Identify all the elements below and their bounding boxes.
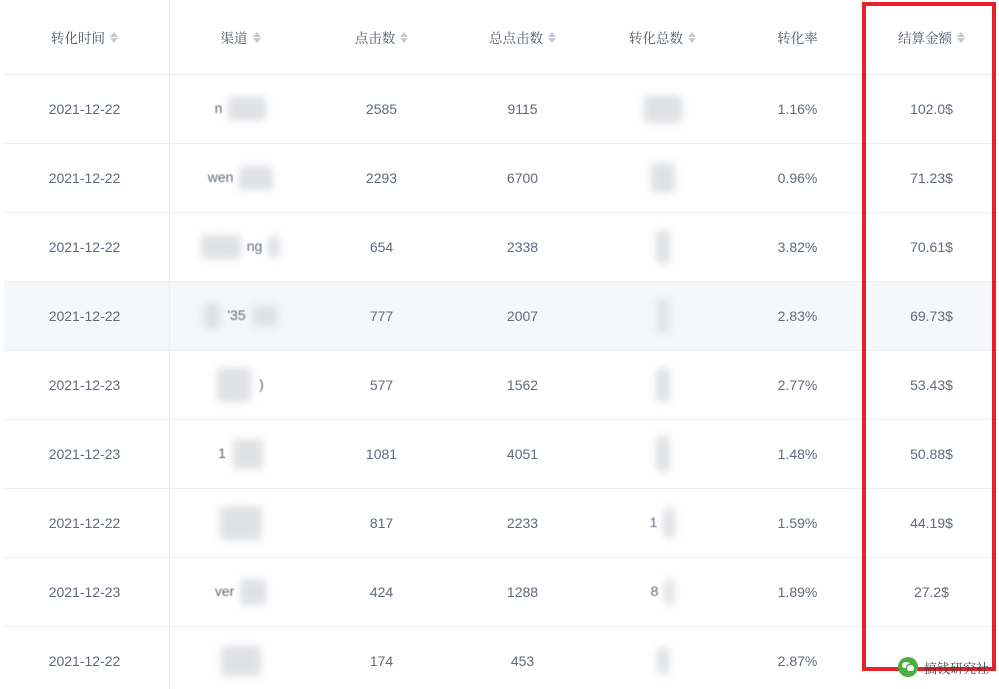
cell-conversions xyxy=(593,489,732,558)
column-header-conversion-rate-label: 转化率 xyxy=(777,31,818,46)
redaction-block xyxy=(657,299,669,333)
redaction-block xyxy=(252,305,278,327)
cell-clicks: 424 xyxy=(311,558,452,627)
column-header-clicks-label: 点击数 xyxy=(354,31,396,46)
table-row[interactable] xyxy=(0,144,999,213)
cell-conversions xyxy=(593,282,732,351)
column-header-conversion-rate[interactable] xyxy=(732,0,863,75)
redaction-block xyxy=(663,508,675,538)
redaction-block xyxy=(657,648,669,674)
cell-time: 2021-12-23 xyxy=(0,558,170,627)
table-row[interactable] xyxy=(0,282,999,351)
cell-conversions xyxy=(593,351,732,420)
cell-total-clicks: 9115 xyxy=(452,75,593,144)
cell-settlement-amount: 69.73$ xyxy=(863,282,999,351)
table-body xyxy=(0,75,999,689)
column-header-channel[interactable] xyxy=(170,0,312,75)
cell-time: 2021-12-22 xyxy=(0,144,170,213)
cell-conversion-rate: 1.16% xyxy=(732,75,863,144)
cell-total-clicks: 6700 xyxy=(452,144,593,213)
cell-conversions-text: 8 xyxy=(650,582,659,599)
table-header xyxy=(0,0,999,75)
cell-channel xyxy=(170,420,312,489)
cell-clicks: 777 xyxy=(311,282,452,351)
cell-settlement-amount: 44.19$ xyxy=(863,489,999,558)
cell-total-clicks: 1562 xyxy=(452,351,593,420)
redaction-block xyxy=(217,368,251,402)
cell-settlement-amount: 53.43$ xyxy=(863,351,999,420)
cell-channel xyxy=(170,489,312,558)
cell-conversion-rate: 0.96% xyxy=(732,144,863,213)
cell-channel-text: wen xyxy=(207,168,234,185)
column-header-conversions-label: 转化总数 xyxy=(629,31,683,46)
cell-channel xyxy=(170,144,312,213)
cell-clicks: 577 xyxy=(311,351,452,420)
cell-conversion-rate: 1.59% xyxy=(732,489,863,558)
cell-channel-text: n xyxy=(214,99,223,116)
redaction-block xyxy=(644,95,682,123)
table-row[interactable] xyxy=(0,558,999,627)
cell-conversion-rate: 1.48% xyxy=(732,420,863,489)
cell-time: 2021-12-23 xyxy=(0,420,170,489)
cell-conversion-rate: 2.77% xyxy=(732,351,863,420)
column-header-conversions[interactable] xyxy=(593,0,732,75)
table-header-row xyxy=(0,0,999,75)
cell-total-clicks: 2007 xyxy=(452,282,593,351)
redaction-block xyxy=(221,646,261,676)
redaction-block xyxy=(203,303,221,329)
cell-total-clicks: 2338 xyxy=(452,213,593,282)
cell-channel xyxy=(170,558,312,627)
cell-clicks: 654 xyxy=(311,213,452,282)
watermark-label: 搞钱研究社 xyxy=(923,660,989,676)
column-header-clicks[interactable] xyxy=(311,0,452,75)
page-left-gutter xyxy=(0,0,4,689)
sort-icon[interactable] xyxy=(400,32,408,43)
table-row[interactable] xyxy=(0,489,999,558)
column-header-settlement-amount[interactable] xyxy=(863,0,999,75)
cell-channel-text: ng xyxy=(246,237,263,254)
redaction-block xyxy=(656,436,670,472)
cell-clicks: 2293 xyxy=(311,144,452,213)
redaction-block xyxy=(220,506,262,540)
cell-conversions xyxy=(593,144,732,213)
cell-conversion-rate: 2.83% xyxy=(732,282,863,351)
redaction-block xyxy=(651,163,675,193)
cell-time: 2021-12-22 xyxy=(0,75,170,144)
cell-time: 2021-12-22 xyxy=(0,627,170,689)
cell-channel-text: 1 xyxy=(218,444,226,461)
column-header-total-clicks[interactable] xyxy=(452,0,593,75)
column-header-settlement-amount-label: 结算金额 xyxy=(898,31,952,46)
column-header-channel-label: 渠道 xyxy=(220,31,248,46)
cell-time: 2021-12-22 xyxy=(0,489,170,558)
cell-conversion-rate: 2.87% xyxy=(732,627,863,689)
cell-conversions xyxy=(593,75,732,144)
sort-icon[interactable] xyxy=(253,32,261,43)
column-header-total-clicks-label: 总点击数 xyxy=(489,31,543,46)
cell-clicks: 174 xyxy=(311,627,452,689)
cell-time: 2021-12-22 xyxy=(0,282,170,351)
cell-clicks: 1081 xyxy=(311,420,452,489)
column-header-time[interactable] xyxy=(0,0,170,75)
cell-channel-text: ver xyxy=(214,582,235,599)
cell-settlement-amount: 70.61$ xyxy=(863,213,999,282)
cell-settlement-amount: 71.23$ xyxy=(863,144,999,213)
cell-channel-text: '35 xyxy=(227,306,246,323)
redaction-block xyxy=(239,166,273,190)
cell-time: 2021-12-23 xyxy=(0,351,170,420)
redaction-block xyxy=(240,579,266,605)
redaction-block xyxy=(268,236,280,258)
table-row[interactable] xyxy=(0,627,999,689)
redaction-block xyxy=(201,235,241,259)
watermark xyxy=(898,657,989,677)
cell-conversion-rate: 1.89% xyxy=(732,558,863,627)
redaction-block xyxy=(656,368,670,402)
table-row[interactable] xyxy=(0,351,999,420)
cell-conversion-rate: 3.82% xyxy=(732,213,863,282)
table-row[interactable] xyxy=(0,213,999,282)
wechat-icon xyxy=(898,657,918,677)
table-row[interactable] xyxy=(0,75,999,144)
cell-channel xyxy=(170,75,312,144)
cell-channel xyxy=(170,351,312,420)
cell-channel xyxy=(170,627,312,689)
table-row[interactable] xyxy=(0,420,999,489)
cell-channel xyxy=(170,213,312,282)
cell-total-clicks: 4051 xyxy=(452,420,593,489)
cell-total-clicks: 2233 xyxy=(452,489,593,558)
cell-conversions xyxy=(593,627,732,689)
cell-channel-text: ) xyxy=(259,375,264,392)
sort-icon[interactable] xyxy=(110,32,118,43)
cell-total-clicks: 1288 xyxy=(452,558,593,627)
redaction-block xyxy=(664,579,674,605)
redaction-block xyxy=(233,439,263,469)
redaction-block xyxy=(656,230,670,264)
cell-clicks: 817 xyxy=(311,489,452,558)
cell-clicks: 2585 xyxy=(311,75,452,144)
column-header-time-label: 转化时间 xyxy=(51,31,105,46)
cell-channel xyxy=(170,282,312,351)
cell-conversions xyxy=(593,420,732,489)
cell-conversions-text: 1 xyxy=(649,513,658,530)
cell-settlement-amount: 50.88$ xyxy=(863,420,999,489)
sort-icon[interactable] xyxy=(688,32,696,43)
cell-total-clicks: 453 xyxy=(452,627,593,689)
cell-settlement-amount: 27.2$ xyxy=(863,558,999,627)
sort-icon[interactable] xyxy=(548,32,556,43)
sort-icon[interactable] xyxy=(957,32,965,43)
cell-settlement-amount: 102.0$ xyxy=(863,75,999,144)
redaction-block xyxy=(228,97,266,121)
cell-conversions xyxy=(593,558,732,627)
cell-time: 2021-12-22 xyxy=(0,213,170,282)
cell-conversions xyxy=(593,213,732,282)
